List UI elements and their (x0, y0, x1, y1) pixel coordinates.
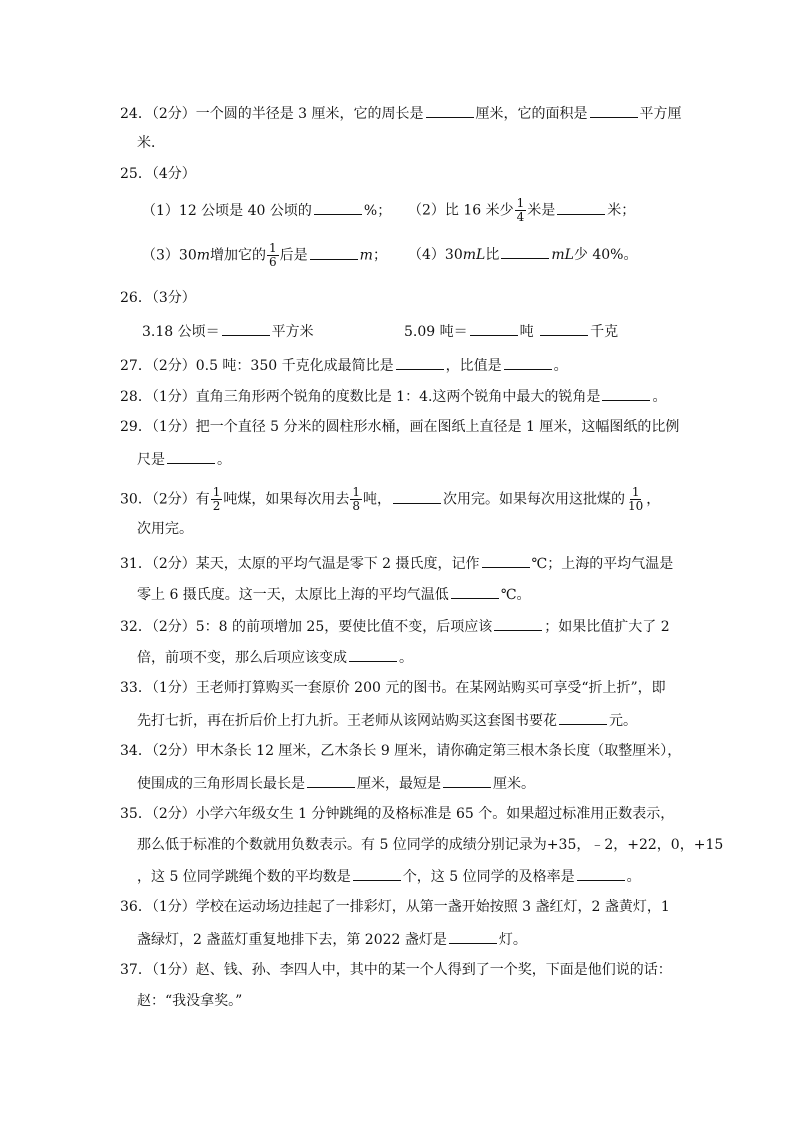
question-29-cont: 尺是 。 (137, 449, 231, 469)
question-34: 34．（2分）甲木条长 12 厘米，乙木条长 9 厘米，请你确定第三根木条长度（取整厘米）， (120, 743, 682, 759)
question-25: 25．（4分） (120, 166, 196, 182)
question-25-part-2: （2）比 16 米少 $\frac{1}{4}$ 米是 米； (408, 196, 636, 224)
answer-blank[interactable] (559, 710, 607, 725)
question-26-part-2: 5.09 吨＝ 吨 千克 (404, 321, 618, 341)
answer-blank[interactable] (222, 321, 270, 336)
question-25-part-4: （4）30mL比 mL少 40%。 (408, 244, 637, 264)
answer-blank[interactable] (443, 773, 491, 788)
answer-blank[interactable] (494, 616, 542, 631)
question-32-cont: 倍，前项不变，那么后项应该变成 。 (137, 647, 413, 667)
question-27: 27．（2分）0.5 吨：350 千克化成最简比是 ，比值是 。 (120, 355, 568, 375)
question-31: 31．（2分）某天，太原的平均气温是零下 2 摄氏度，记作 ℃；上海的平均气温是 (120, 553, 673, 573)
answer-blank[interactable] (426, 103, 474, 118)
question-25-part-3: （3）30m增加它的 $\frac{1}{6}$ 后是 m； (142, 241, 387, 269)
question-35-cont-1: 那么低于标准的个数就用负数表示。有 5 位同学的成绩分别记录为+35，﹣2，+22，0，+15 (137, 837, 724, 853)
question-31-cont: 零上 6 摄氏度。这一天，太原比上海的平均气温低 ℃。 (137, 584, 530, 604)
answer-blank[interactable] (504, 355, 552, 370)
fraction: $\frac{1}{10}$ (628, 485, 644, 513)
answer-blank[interactable] (602, 386, 650, 401)
answer-blank[interactable] (349, 647, 397, 662)
answer-blank[interactable] (590, 103, 638, 118)
answer-blank[interactable] (310, 245, 358, 260)
answer-blank[interactable] (396, 355, 444, 370)
question-33: 33．（1分）王老师打算购买一套原价 200 元的图书。在某网站购买可享受“折上折”，即 (120, 680, 666, 696)
question-25-part-1: （1）12 公顷是 40 公顷的 %； (142, 200, 391, 220)
fraction: $\frac{1}{4}$ (516, 196, 525, 224)
question-26-part-1: 3.18 公顷＝ 平方米 (142, 321, 314, 341)
question-35: 35．（2分）小学六年级女生 1 分钟跳绳的及格标准是 65 个。如果超过标准用正数表示， (120, 806, 675, 822)
fraction: $\frac{1}{2}$ (212, 485, 221, 513)
question-24: 24．（2分）一个圆的半径是 3 厘米，它的周长是 厘米，它的面积是 平方厘 (120, 103, 682, 123)
answer-blank[interactable] (482, 553, 530, 568)
question-29: 29．（1分）把一个直径 5 分米的圆柱形水桶，画在图纸上直径是 1 厘米，这幅图纸的比例 (120, 419, 680, 435)
fraction: $\frac{1}{8}$ (352, 485, 361, 513)
question-37-cont: 赵：“我没拿奖。” (137, 993, 243, 1009)
question-36: 36．（1分）学校在运动场边挂起了一排彩灯，从第一盏开始按照 3 盏红灯，2 盏黄灯，1 (120, 899, 670, 915)
answer-blank[interactable] (577, 866, 625, 881)
answer-blank[interactable] (353, 866, 401, 881)
answer-blank[interactable] (557, 200, 605, 215)
question-33-cont: 先打七折，再在折后价上打九折。王老师从该网站购买这套图书要花 元。 (137, 710, 637, 730)
question-30: 30．（2分）有 $\frac{1}{2}$ 吨煤，如果每次用去 $\frac{1}{8}$ 吨， 次用完。如果每次用这批煤的 $\frac{1}{10}$ ， (120, 485, 661, 513)
answer-blank[interactable] (540, 321, 588, 336)
question-32: 32．（2分）5：8 的前项增加 25，要使比值不变，后项应该 ；如果比值扩大了 2 (120, 616, 670, 636)
answer-blank[interactable] (307, 773, 355, 788)
question-37: 37．（1分）赵、钱、孙、李四人中，其中的某一个人得到了一个奖，下面是他们说的话： (120, 962, 672, 978)
question-36-cont: 盏绿灯，2 盏蓝灯重复地排下去，第 2022 盏灯是 灯。 (137, 929, 527, 949)
answer-blank[interactable] (314, 200, 362, 215)
question-30-cont: 次用完。 (137, 521, 193, 537)
question-28: 28．（1分）直角三角形两个锐角的度数比是 1：4.这两个锐角中最大的锐角是 。 (120, 386, 666, 406)
question-34-cont: 使围成的三角形周长最长是 厘米，最短是 厘米。 (137, 773, 535, 793)
answer-blank[interactable] (451, 584, 499, 599)
answer-blank[interactable] (449, 929, 497, 944)
answer-blank[interactable] (167, 449, 215, 464)
question-26: 26．（3分） (120, 290, 196, 306)
answer-blank[interactable] (470, 321, 518, 336)
answer-blank[interactable] (393, 489, 441, 504)
answer-blank[interactable] (501, 244, 549, 259)
question-24-cont: 米． (137, 135, 165, 151)
fraction: $\frac{1}{6}$ (269, 241, 277, 269)
question-35-cont-2: ，这 5 位同学跳绳个数的平均数是 个，这 5 位同学的及格率是 。 (137, 866, 641, 886)
